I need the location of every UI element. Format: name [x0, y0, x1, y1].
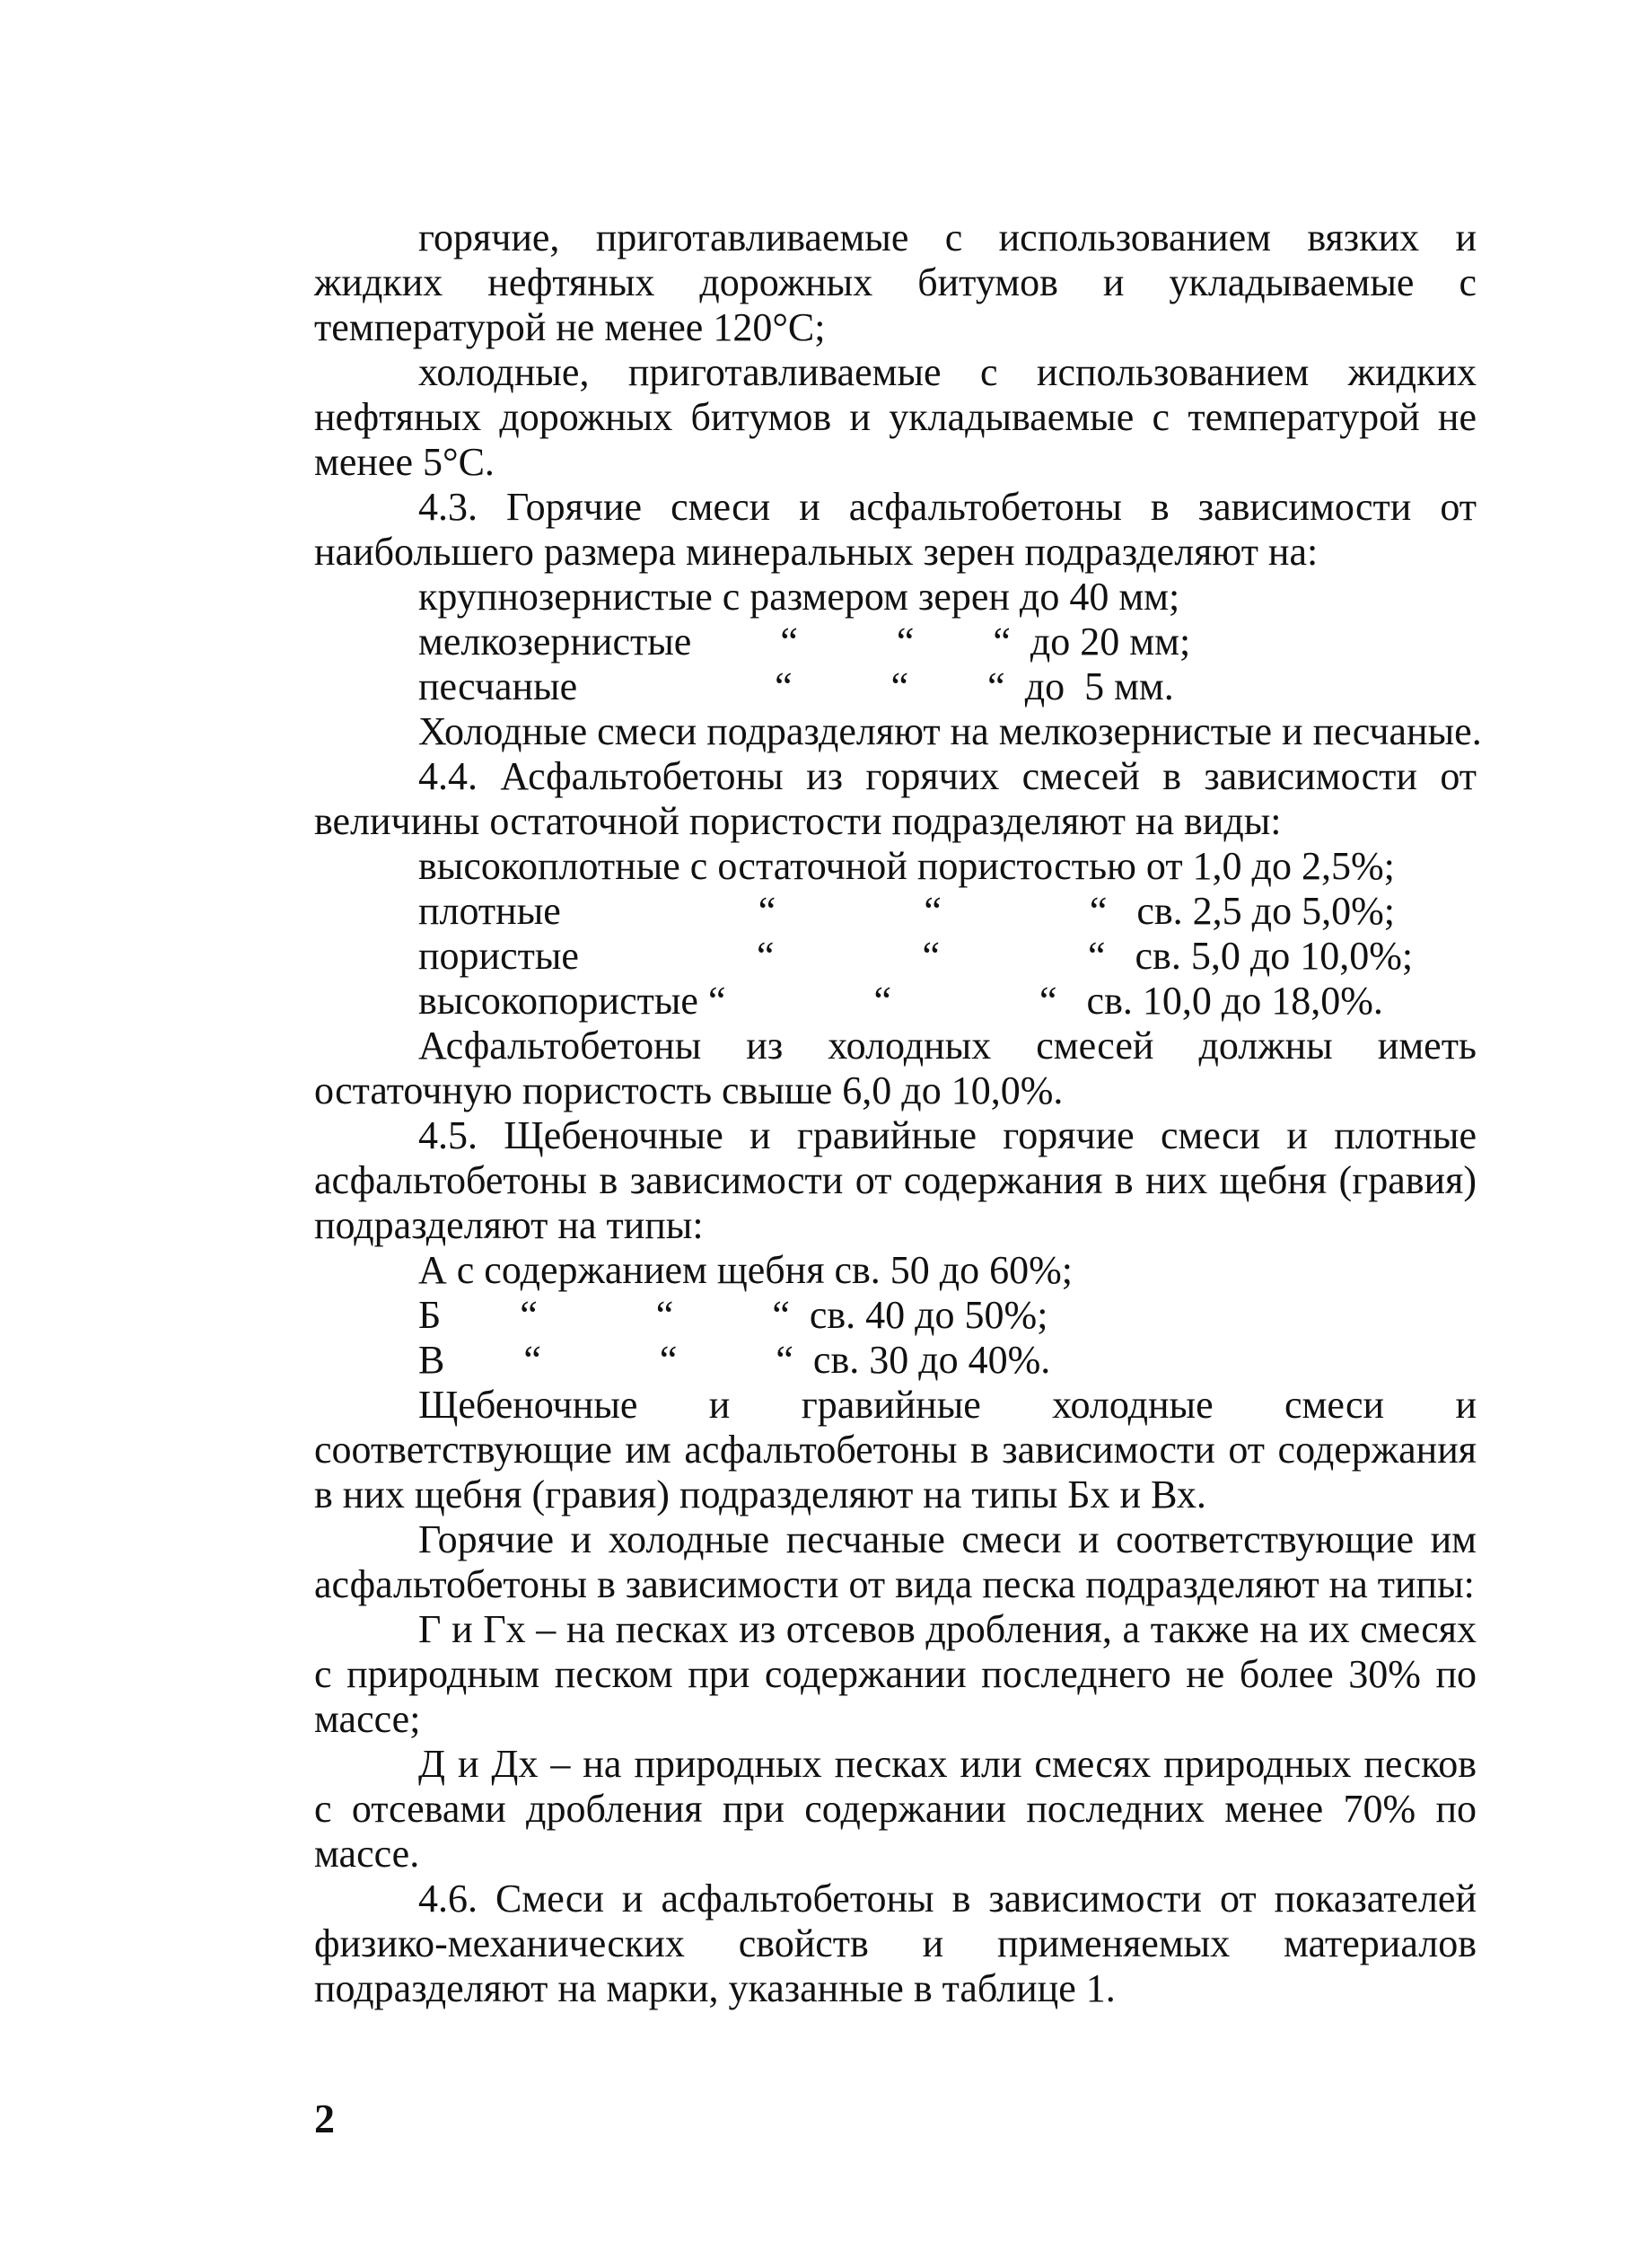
list-item: В “ “ “ св. 30 до 40%.: [418, 1338, 1051, 1382]
body-text: [314, 215, 1482, 2011]
page-number: 2: [314, 2096, 335, 2141]
list-item: плотные “ “ “ св. 2,5 до 5,0%;: [418, 889, 1395, 933]
section-4-5-sand: Горячие и холодные песчаные смеси и соответствующие им асфальтобетоны в зависимости от вида песка подразделяют на типы:: [314, 1517, 1477, 1606]
type-d: Д и Дх – на природных песках или смесях природных песков с отсевами дробления при содержании последних менее 70% по массе.: [314, 1742, 1477, 1876]
list-item: крупнозернистые с размером зерен до 40 мм;: [418, 575, 1180, 619]
list-item: пористые “ “ “ св. 5,0 до 10,0%;: [418, 934, 1414, 978]
paragraph-hot-mixes: горячие, приготавливаемые с использованием вязких и жидких нефтяных дорожных битумов и укладываемые с температурой не менее 120°С;: [314, 215, 1477, 349]
list-item: песчаные “ “ “ до 5 мм.: [418, 664, 1174, 708]
list-item: высокопористые “ “ “ св. 10,0 до 18,0%.: [418, 979, 1383, 1023]
section-4-3: 4.3. Горячие смеси и асфальтобетоны в зависимости от наибольшего размера минеральных зерен подразделяют на:: [314, 485, 1477, 574]
section-4-6: 4.6. Смеси и асфальтобетоны в зависимости от показателей физико-механических свойств и применяемых материалов подразделяют на марки, указанные в таблице 1.: [314, 1877, 1477, 2010]
section-4-4: 4.4. Асфальтобетоны из горячих смесей в зависимости от величины остаточной пористости подразделяют на виды:: [314, 754, 1477, 843]
list-item: мелкозернистые “ “ “ до 20 мм;: [418, 620, 1191, 664]
section-4-5-cold: Щебеночные и гравийные холодные смеси и соответствующие им асфальтобетоны в зависимости от содержания в них щебня (гравия) подразделяют на типы Бх и Вх.: [314, 1383, 1477, 1516]
section-4-5: 4.5. Щебеночные и гравийные горячие смеси и плотные асфальтобетоны в зависимости от содержания в них щебня (гравия) подразделяют на типы:: [314, 1113, 1477, 1247]
type-g: Г и Гх – на песках из отсевов дробления, а также на их смесях с природным песком при содержании последнего не более 30% по массе;: [314, 1607, 1477, 1741]
list-item: высокоплотные с остаточной пористостью от 1,0 до 2,5%;: [418, 844, 1395, 888]
section-4-3-note: Холодные смеси подразделяют на мелкозернистые и песчаные.: [418, 709, 1482, 753]
list-item: Б “ “ “ св. 40 до 50%;: [418, 1293, 1048, 1337]
paragraph-cold-mixes: холодные, приготавливаемые с использованием жидких нефтяных дорожных битумов и укладываемые с температурой не менее 5°С.: [314, 350, 1477, 484]
list-item: А с содержанием щебня св. 50 до 60%;: [418, 1248, 1074, 1292]
section-4-4-note: Асфальтобетоны из холодных смесей должны иметь остаточную пористость свыше 6,0 до 10,0%.: [314, 1024, 1477, 1112]
